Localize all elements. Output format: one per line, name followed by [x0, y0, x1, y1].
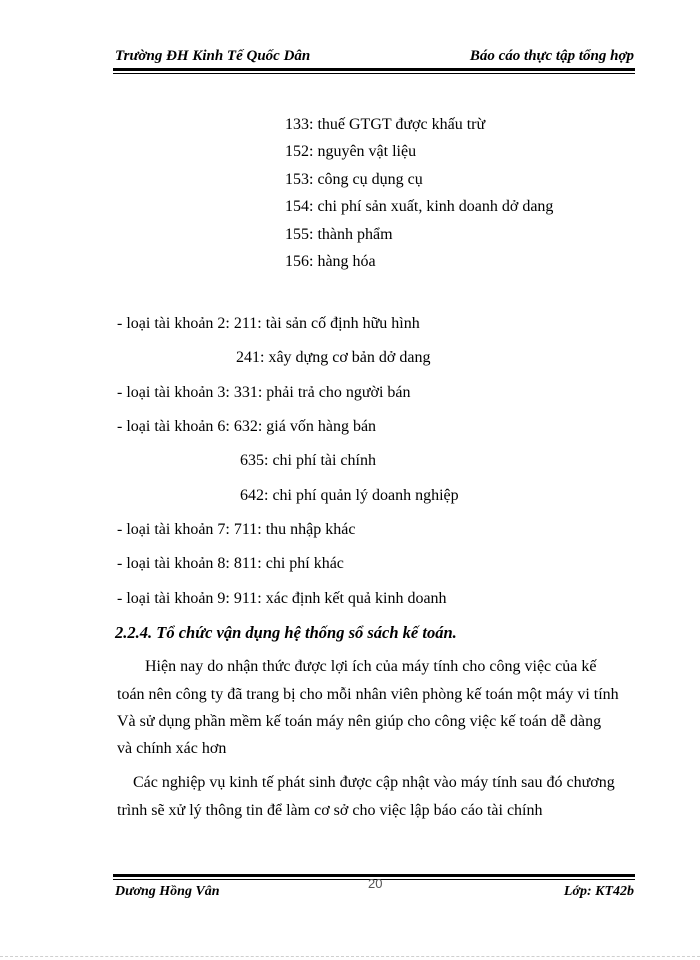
header-rule	[113, 68, 635, 71]
header-school: Trường ĐH Kinh Tế Quốc Dân	[115, 48, 311, 64]
section-heading: 2.2.4. Tổ chức vận dụng hệ thống sổ sách kế toán.	[115, 623, 457, 642]
account-line-635: 635: chi phí tài chính	[240, 452, 376, 469]
account-type-6: - loại tài khoản 6: 632: giá vốn hàng bán	[117, 418, 377, 435]
account-line-154: 154: chi phí sản xuất, kinh doanh dở dang	[285, 198, 554, 215]
account-line-241: 241: xây dựng cơ bản dở dang	[236, 349, 431, 366]
paragraph-line: Và sử dụng phần mềm kế toán máy nên giúp cho công việc kế toán dễ dàng	[117, 713, 602, 730]
paragraph-line: và chính xác hơn	[117, 740, 227, 757]
paragraph-line: trình sẽ xử lý thông tin để làm cơ sở cho việc lập báo cáo tài chính	[117, 802, 543, 819]
paragraph-line: Các nghiệp vụ kinh tế phát sinh được cập nhật vào máy tính sau đó chương	[133, 774, 615, 791]
account-line-155: 155: thành phẩm	[285, 226, 393, 243]
account-line-153: 153: công cụ dụng cụ	[285, 171, 423, 188]
account-type-2: - loại tài khoản 2: 211: tài sản cố định hữu hình	[117, 315, 420, 332]
footer-author: Dương Hồng Vân	[115, 884, 220, 899]
account-line-642: 642: chi phí quản lý doanh nghiệp	[240, 487, 459, 504]
paragraph-line: toán nên công ty đã trang bị cho mỗi nhân viên phòng kế toán một máy vi tính	[117, 686, 619, 703]
account-type-9: - loại tài khoản 9: 911: xác định kết quả kinh doanh	[117, 590, 447, 607]
account-line-156: 156: hàng hóa	[285, 253, 376, 270]
account-type-8: - loại tài khoản 8: 811: chi phí khác	[117, 555, 344, 572]
account-line-133: 133: thuế GTGT được khấu trừ	[285, 116, 486, 133]
header-rule-thin	[113, 73, 635, 74]
account-line-152: 152: nguyên vật liệu	[285, 143, 417, 160]
account-type-3: - loại tài khoản 3: 331: phải trả cho người bán	[117, 384, 411, 401]
page-bottom-edge	[0, 956, 700, 957]
paragraph-line: Hiện nay do nhận thức được lợi ích của máy tính cho công việc của kế	[145, 658, 597, 675]
footer-class: Lớp: KT42b	[563, 884, 634, 899]
account-type-7: - loại tài khoản 7: 711: thu nhập khác	[117, 521, 356, 538]
page-number: 20	[368, 876, 383, 891]
header-report-title: Báo cáo thực tập tổng hợp	[469, 48, 634, 64]
